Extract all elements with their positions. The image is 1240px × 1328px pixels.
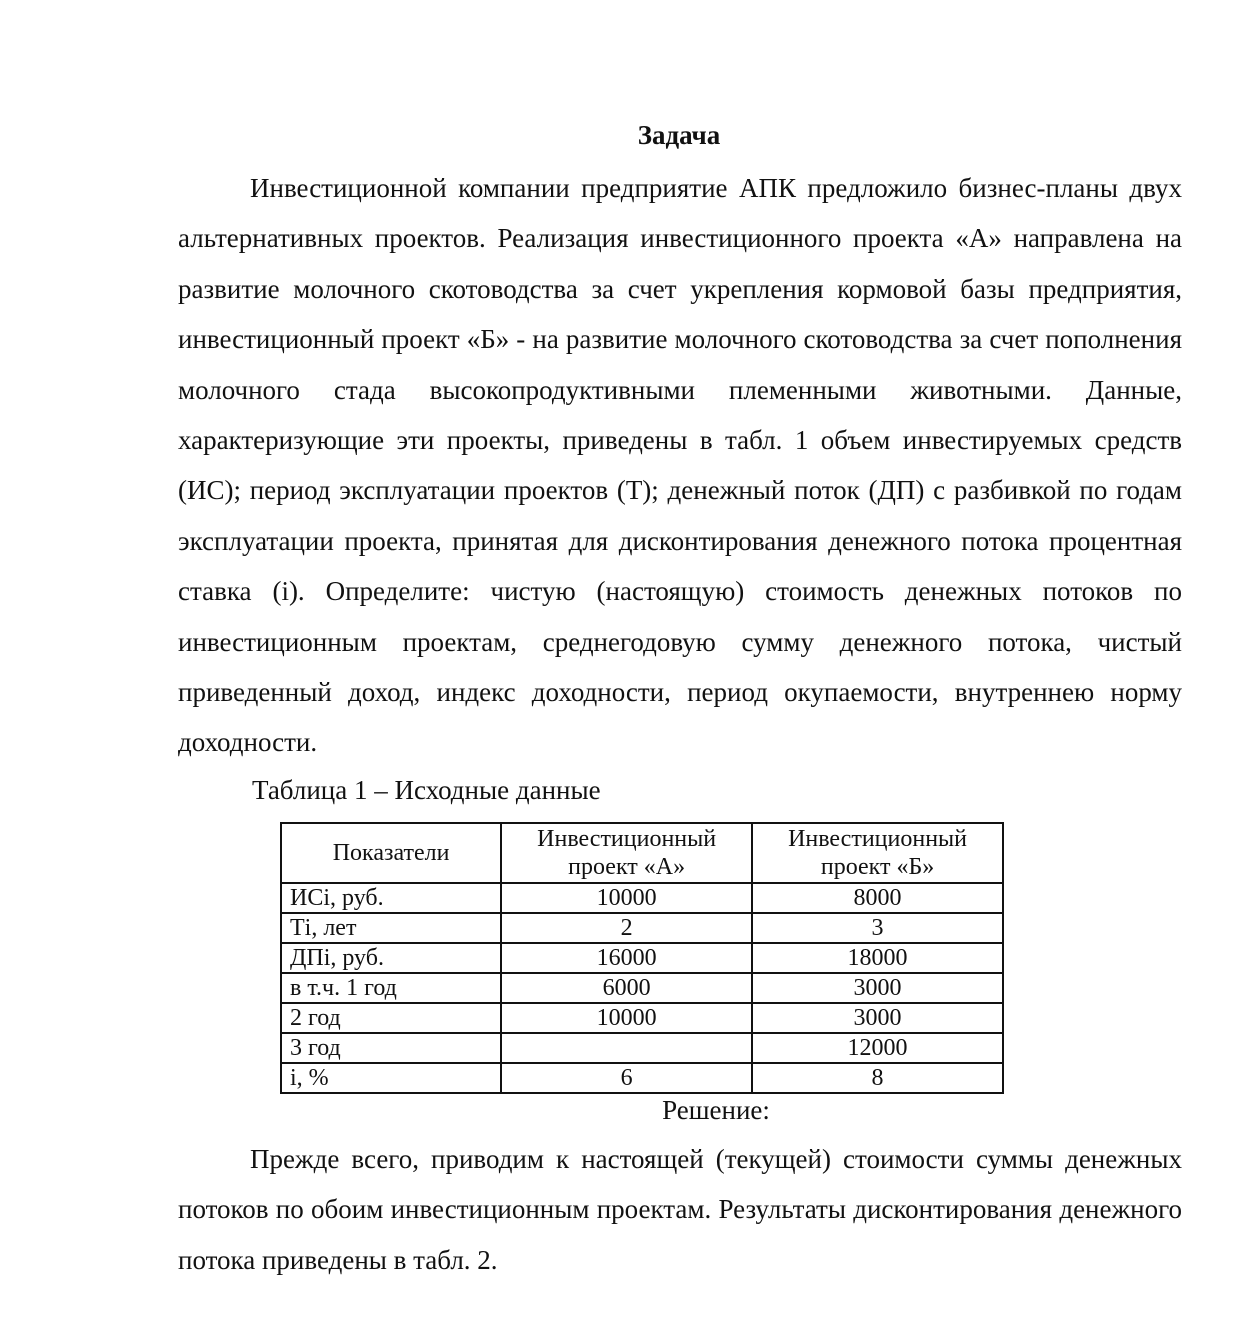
row-label: 3 год [281,1033,501,1063]
row-label: в т.ч. 1 год [281,973,501,1003]
table-row [281,883,1003,913]
header-project-a: Инвестиционный проект «А» [501,823,752,883]
solution-paragraph-text: Прежде всего, приводим к настоящей (текущей) стоимости суммы денежных потоков по обоим инвестиционным проектам. Результаты дисконтирования денежного потока приведены в табл. 2. [178,1144,1182,1275]
cell-project-b: 12000 [752,1033,1003,1063]
row-label: ИСi, руб. [281,883,501,913]
table-row [281,1003,1003,1033]
cell-project-a: 6000 [501,973,752,1003]
table-row [281,973,1003,1003]
source-data-table [280,822,1004,1094]
row-label: 2 год [281,1003,501,1033]
table-caption: Таблица 1 – Исходные данные [252,775,601,805]
task-paragraph-text: Инвестиционной компании предприятие АПК предложило бизнес-планы двух альтернативных проектов. Реализация инвестиционного проекта «А» направлена на развитие молочного скотоводства за счет укрепления кормовой базы предприятия, инвестиционный проект «Б» - на развитие молочного скотоводства за счет пополнения молочного стада высокопродуктивными племенными животными. Данные, характеризующие эти проекты, приведены в табл. 1 объем инвестируемых средств (ИС); период эксплуатации проектов (Т); денежный поток (ДП) с разбивкой по годам эксплуатации проекта, принятая для дисконтирования денежного потока процентная ставка (i). Определите: чистую (настоящую) стоимость денежных потоков по инвестиционным проектам, среднегодовую сумму денежного потока, чистый приведенный доход, индекс доходности, период окупаемости, внутреннею норму доходности. [178,173,1182,758]
cell-project-a: 16000 [501,943,752,973]
table-row [281,1033,1003,1063]
task-paragraph [178,163,1182,768]
row-label: i, % [281,1063,501,1093]
row-label: ДПi, руб. [281,943,501,973]
solution-heading: Решение: [662,1095,770,1125]
table-row [281,1063,1003,1093]
cell-project-b: 3000 [752,1003,1003,1033]
cell-project-a: 10000 [501,1003,752,1033]
table-row [281,943,1003,973]
solution-paragraph [178,1134,1182,1285]
table-header-row [281,823,1003,883]
cell-project-b: 8000 [752,883,1003,913]
cell-project-a: 2 [501,913,752,943]
cell-project-a: 6 [501,1063,752,1093]
table-row [281,913,1003,943]
cell-project-a: 10000 [501,883,752,913]
document-title: Задача [637,120,721,150]
cell-project-b: 3000 [752,973,1003,1003]
cell-project-b: 8 [752,1063,1003,1093]
header-indicators: Показатели [281,823,501,883]
cell-project-b: 18000 [752,943,1003,973]
cell-project-b: 3 [752,913,1003,943]
header-project-b: Инвестиционный проект «Б» [752,823,1003,883]
cell-project-a [501,1033,752,1063]
row-label: Тi, лет [281,913,501,943]
